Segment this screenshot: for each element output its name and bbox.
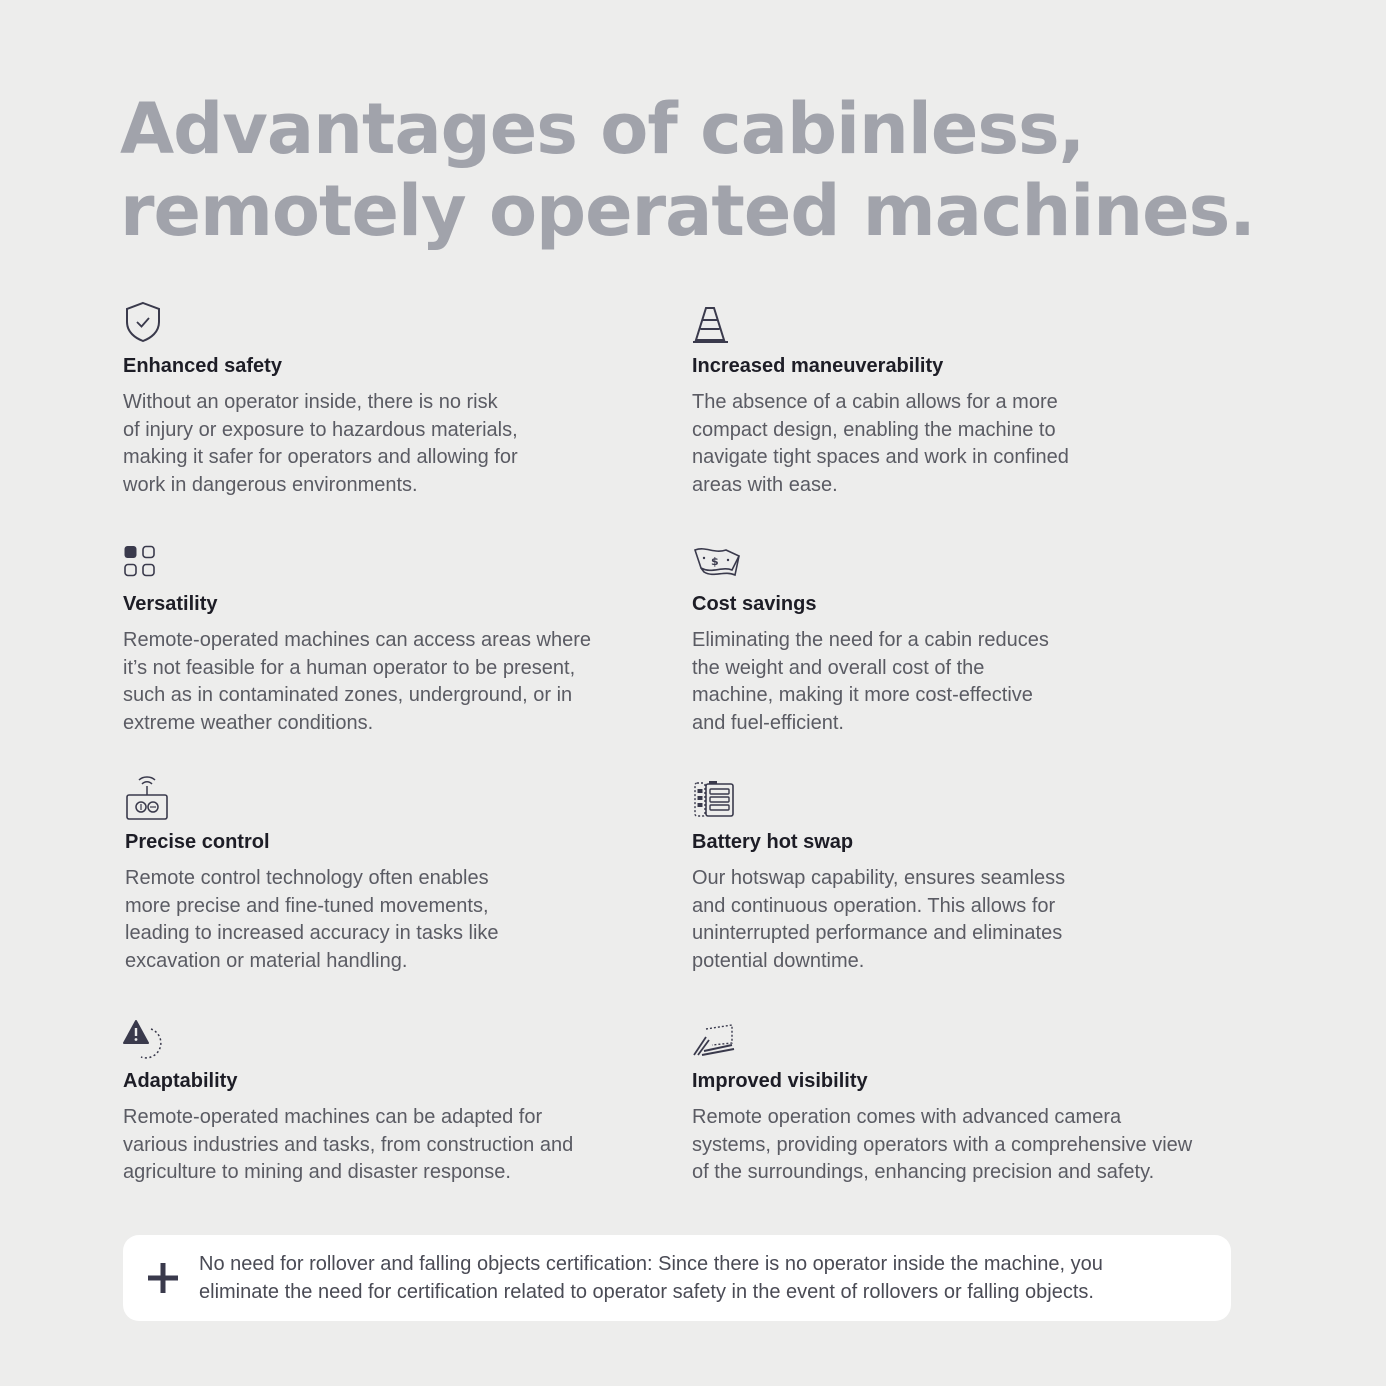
certification-note <box>123 1235 1231 1321</box>
feature-title: Battery hot swap <box>692 831 854 853</box>
feature-description: Our hotswap capability, ensures seamless and continuous operation. This allows for uninterrupted performance and eliminates potential downtime. <box>692 867 1066 972</box>
feature-versatility <box>123 538 683 734</box>
money-bill-icon <box>692 538 1252 586</box>
page-title-line-2: remotely operated machines. <box>120 170 1255 252</box>
feature-title: Versatility <box>123 593 218 615</box>
warning-adapt-icon <box>123 1015 683 1063</box>
feature-improved-visibility <box>692 1015 1272 1183</box>
remote-control-icon <box>125 776 685 824</box>
page-title <box>120 88 1270 252</box>
feature-title: Adaptability <box>123 1070 238 1092</box>
svg-text:$: $ <box>711 555 719 568</box>
battery-swap-icon <box>692 776 1252 824</box>
feature-battery-hot-swap <box>692 776 1252 972</box>
feature-description: Remote-operated machines can be adapted for various industries and tasks, from construction and agriculture to mining and disaster response. <box>123 1106 574 1183</box>
feature-enhanced-safety <box>123 300 683 496</box>
feature-description: Without an operator inside, there is no risk of injury or exposure to hazardous materials, making it safer for operators and allowing for work in dangerous environments. <box>123 391 518 496</box>
plus-icon <box>147 1262 179 1294</box>
feature-title: Increased maneuverability <box>692 355 944 377</box>
feature-cost-savings <box>692 538 1252 734</box>
feature-title: Precise control <box>125 831 270 853</box>
feature-description: Remote operation comes with advanced camera systems, providing operators with a comprehensive view of the surroundings, enhancing precision and safety. <box>692 1106 1193 1183</box>
feature-title: Cost savings <box>692 593 817 615</box>
feature-title: Enhanced safety <box>123 355 282 377</box>
feature-title: Improved visibility <box>692 1070 868 1092</box>
feature-description: The absence of a cabin allows for a more compact design, enabling the machine to navigate tight spaces and work in confined areas with ease. <box>692 391 1069 496</box>
feature-adaptability <box>123 1015 683 1183</box>
camera-view-icon <box>692 1015 1272 1063</box>
feature-description: Remote-operated machines can access areas where it’s not feasible for a human operator to be present, such as in contaminated zones, underground, or in extreme weather conditions. <box>123 629 592 734</box>
page-title-line-1: Advantages of cabinless, <box>120 88 1085 170</box>
feature-increased-maneuverability <box>692 300 1252 496</box>
feature-description: Remote control technology often enables more precise and fine-tuned movements, leading to increased accuracy in tasks like excavation or material handling. <box>125 867 499 972</box>
grid-squares-icon <box>123 538 683 586</box>
shield-check-icon <box>123 300 683 348</box>
note-text: No need for rollover and falling objects certification: Since there is no operator inside the machine, you eliminate the need for certification related to operator safety in the event of rollovers or falling objects. <box>199 1253 1103 1303</box>
feature-description: Eliminating the need for a cabin reduces the weight and overall cost of the machine, making it more cost-effective and fuel-efficient. <box>692 629 1049 734</box>
feature-precise-control <box>125 776 685 972</box>
traffic-cone-icon <box>692 300 1252 348</box>
